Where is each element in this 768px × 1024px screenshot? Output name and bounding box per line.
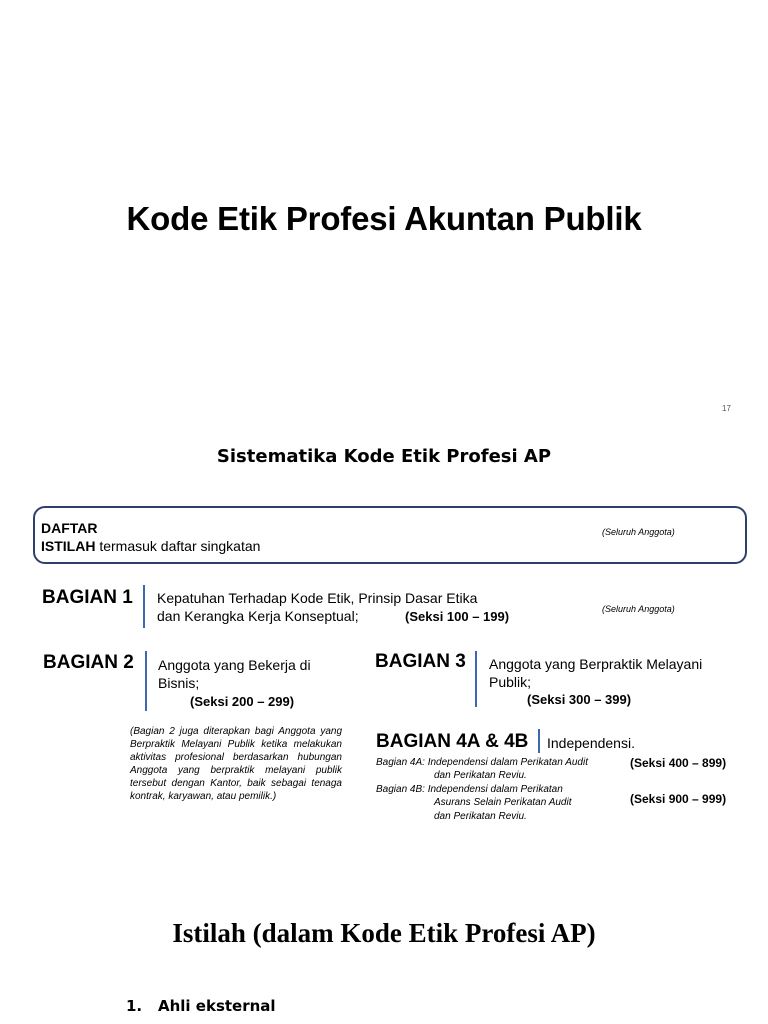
bagian1-note: (Seluruh Anggota) xyxy=(602,604,675,614)
bagian4-desc: Independensi. xyxy=(547,735,635,751)
bagian2-seksi: (Seksi 200 – 299) xyxy=(190,694,295,709)
daftar-note: (Seluruh Anggota) xyxy=(602,527,675,537)
bagian3-divider xyxy=(475,651,477,707)
daftar-line1: DAFTAR xyxy=(41,520,98,536)
daftar-line2 xyxy=(41,537,260,555)
bagian4a-line1: Bagian 4A: Independensi dalam Perikatan Audit xyxy=(376,757,588,768)
daftar-istilah-bold: ISTILAH xyxy=(41,538,96,554)
bagian2-line2: Bisnis; xyxy=(158,675,200,691)
bagian4b-line3: dan Perikatan Reviu. xyxy=(434,811,527,822)
bagian4b-line1: Bagian 4B: Independensi dalam Perikatan xyxy=(376,784,563,795)
bagian2-label: BAGIAN 2 xyxy=(43,652,134,673)
bagian2-divider xyxy=(145,651,147,711)
bagian4a-seksi: (Seksi 400 – 899) xyxy=(630,756,727,770)
istilah-item-label: Ahli eksternal xyxy=(158,997,276,1015)
istilah-item-number: 1. xyxy=(126,997,143,1015)
bagian1-divider xyxy=(143,585,145,628)
bagian3-line2: Publik; xyxy=(489,674,532,690)
daftar-istilah-text xyxy=(41,519,260,555)
bagian2-line1: Anggota yang Bekerja di xyxy=(158,657,311,673)
daftar-line2-rest: termasuk daftar singkatan xyxy=(95,538,261,554)
slide2-title: Sistematika Kode Etik Profesi AP xyxy=(216,446,552,467)
bagian4-label: BAGIAN 4A & 4B xyxy=(376,731,529,752)
bagian3-line1: Anggota yang Berpraktik Melayani xyxy=(489,656,703,672)
slide1-title: Kode Etik Profesi Akuntan Publik xyxy=(126,200,642,237)
bagian3-label: BAGIAN 3 xyxy=(375,651,466,672)
bagian1-line1: Kepatuhan Terhadap Kode Etik, Prinsip Dasar Etika xyxy=(157,590,478,606)
bagian4b-line2: Asurans Selain Perikatan Audit xyxy=(434,797,572,808)
page-number: 17 xyxy=(722,404,731,413)
bagian1-label: BAGIAN 1 xyxy=(42,587,133,608)
slide3-title: Istilah (dalam Kode Etik Profesi AP) xyxy=(172,918,596,948)
bagian4-divider xyxy=(538,729,540,753)
bagian2-note: (Bagian 2 juga diterapkan bagi Anggota yang Berpraktik Melayani Publik ketika melakukan aktivitas profesional berdasarkan hubungan Anggota yang berpraktik melayani publik tersebut dengan Kantor, baik sebagai tenaga kontrak, karyawan, atau pemilik.) xyxy=(130,726,342,802)
bagian4b-seksi: (Seksi 900 – 999) xyxy=(630,792,727,806)
bagian3-seksi: (Seksi 300 – 399) xyxy=(527,692,632,707)
istilah-item xyxy=(126,997,276,1015)
bagian1-line2: dan Kerangka Kerja Konseptual; xyxy=(157,608,359,624)
bagian4a-line2: dan Perikatan Reviu. xyxy=(434,770,527,781)
bagian1-seksi: (Seksi 100 – 199) xyxy=(405,609,510,624)
